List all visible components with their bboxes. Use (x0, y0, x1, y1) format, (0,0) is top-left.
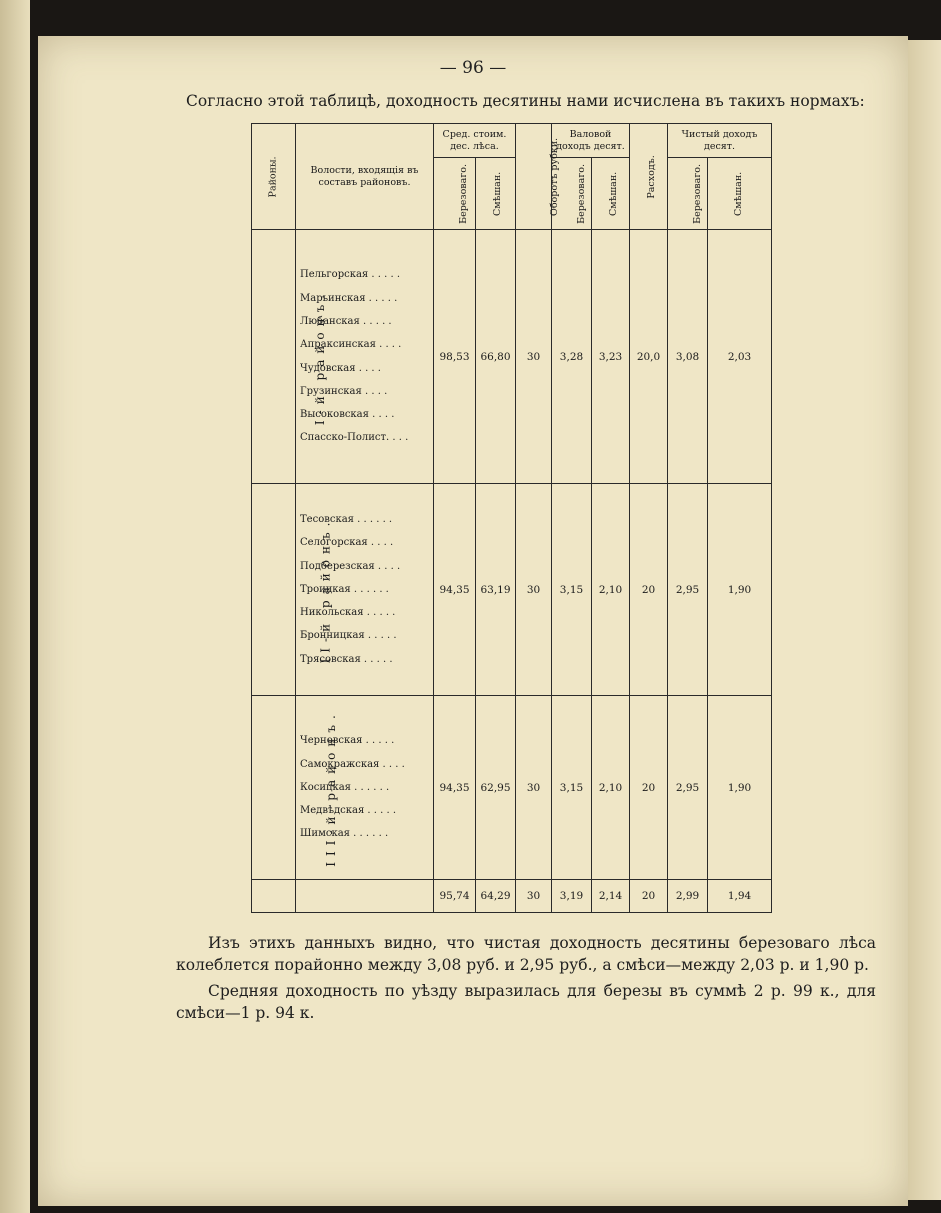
volost-item: Подберезская . . . . (300, 560, 401, 572)
volost-list (296, 484, 434, 696)
paragraph-variation: Изъ этихъ данныхъ видно, что чистая доходность десятины березоваго лѣса колеблется порайонно между 3,08 руб. и 2,95 руб., а смѣси—между 2,03 р. и 1,90 р. (176, 934, 876, 975)
volost-item: Косицкая . . . . . . (300, 781, 390, 793)
header-avg-birch: Березоваго. (434, 158, 476, 230)
header-net-birch: Березоваго. (668, 158, 708, 230)
gross-mixed-value: 2,10 (592, 484, 630, 696)
volost-item: Любанская . . . . . (300, 315, 392, 327)
total-net-birch: 2,99 (668, 880, 708, 913)
table-row (252, 230, 772, 484)
header-gross: Валовой доходъ десят. (552, 124, 630, 158)
total-expense: 20 (630, 880, 668, 913)
avg-mixed-value: 62,95 (476, 696, 516, 880)
avg-birch-value: 94,35 (434, 484, 476, 696)
avg-birch-value: 94,35 (434, 696, 476, 880)
volost-item: Тесовская . . . . . . (300, 513, 393, 525)
volost-item: Бронницкая . . . . . (300, 630, 397, 642)
volost-item: Селогорская . . . . (300, 537, 394, 549)
volost-item: Трясовская . . . . . (300, 653, 393, 665)
net-mixed-value: 1,90 (708, 484, 772, 696)
header-net-mixed: Смѣшан. (708, 158, 772, 230)
total-rotation: 30 (516, 880, 552, 913)
region-name: II-й районъ. (252, 484, 296, 696)
header-gross-birch: Березоваго. (552, 158, 592, 230)
volost-item: Марьинская . . . . . (300, 292, 398, 304)
header-avg-mixed: Смѣшан. (476, 158, 516, 230)
expense-value: 20,0 (630, 230, 668, 484)
avg-mixed-value: 66,80 (476, 230, 516, 484)
volost-item: Никольская . . . . . (300, 607, 396, 619)
header-avg-cost: Сред. стоим. дес. лѣса. (434, 124, 516, 158)
gross-birch-value: 3,15 (552, 696, 592, 880)
book-page (38, 36, 908, 1206)
total-net-mixed: 1,94 (708, 880, 772, 913)
table-row (252, 484, 772, 696)
avg-mixed-value: 63,19 (476, 484, 516, 696)
volost-item: Троицкая . . . . . . (300, 583, 389, 595)
net-mixed-value: 1,90 (708, 696, 772, 880)
volost-item: Черновская . . . . . (300, 735, 395, 747)
net-birch-value: 2,95 (668, 484, 708, 696)
region-name: III-й районъ. (252, 696, 296, 880)
volost-item: Чудовская . . . . (300, 362, 381, 374)
volost-item: Высоковская . . . . (300, 409, 395, 421)
gross-mixed-value: 2,10 (592, 696, 630, 880)
volost-item: Пельгорская . . . . . (300, 269, 401, 281)
totals-row (252, 880, 772, 913)
book-spine (0, 0, 30, 1213)
paragraph-average: Средняя доходность по уѣзду выразилась для березы въ суммѣ 2 р. 99 к., для смѣси—1 р. 94 к. (176, 982, 876, 1023)
rotation-value: 30 (516, 230, 552, 484)
facing-page-edge (908, 40, 941, 1200)
header-volosts: Волости, входящія въ составъ районовъ. (296, 124, 434, 230)
region-name: I-й районъ. (252, 230, 296, 484)
header-net: Чистый доходъ десят. (668, 124, 772, 158)
header-rotation: Оборотъ рубки. (516, 124, 552, 230)
rotation-value: 30 (516, 484, 552, 696)
avg-birch-value: 98,53 (434, 230, 476, 484)
net-birch-value: 3,08 (668, 230, 708, 484)
table-row (252, 696, 772, 880)
volost-list (296, 696, 434, 880)
total-avg-mixed: 64,29 (476, 880, 516, 913)
gross-birch-value: 3,28 (552, 230, 592, 484)
volost-item: Самокражская . . . . (300, 758, 405, 770)
net-mixed-value: 2,03 (708, 230, 772, 484)
header-expense: Расходъ. (630, 124, 668, 230)
header-gross-mixed: Смѣшан. (592, 158, 630, 230)
expense-value: 20 (630, 484, 668, 696)
volost-item: Шимская . . . . . . (300, 828, 389, 840)
volost-item: Апраксинская . . . . (300, 339, 402, 351)
rotation-value: 30 (516, 696, 552, 880)
page-number: — 96 — (439, 58, 507, 78)
total-avg-birch: 95,74 (434, 880, 476, 913)
total-gross-mixed: 2,14 (592, 880, 630, 913)
volost-item: Грузинская . . . . (300, 385, 388, 397)
gross-birch-value: 3,15 (552, 484, 592, 696)
expense-value: 20 (630, 696, 668, 880)
income-table (251, 123, 772, 913)
gross-mixed-value: 3,23 (592, 230, 630, 484)
volost-item: Медвѣдская . . . . . (300, 805, 397, 817)
net-birch-value: 2,95 (668, 696, 708, 880)
total-gross-birch: 3,19 (552, 880, 592, 913)
header-region: Районы. (252, 124, 296, 230)
volost-item: Спасско-Полист. . . . (300, 432, 409, 444)
intro-sentence: Согласно этой таблицѣ, доходность десятины нами исчислена въ такихъ нормахъ: (186, 92, 865, 110)
